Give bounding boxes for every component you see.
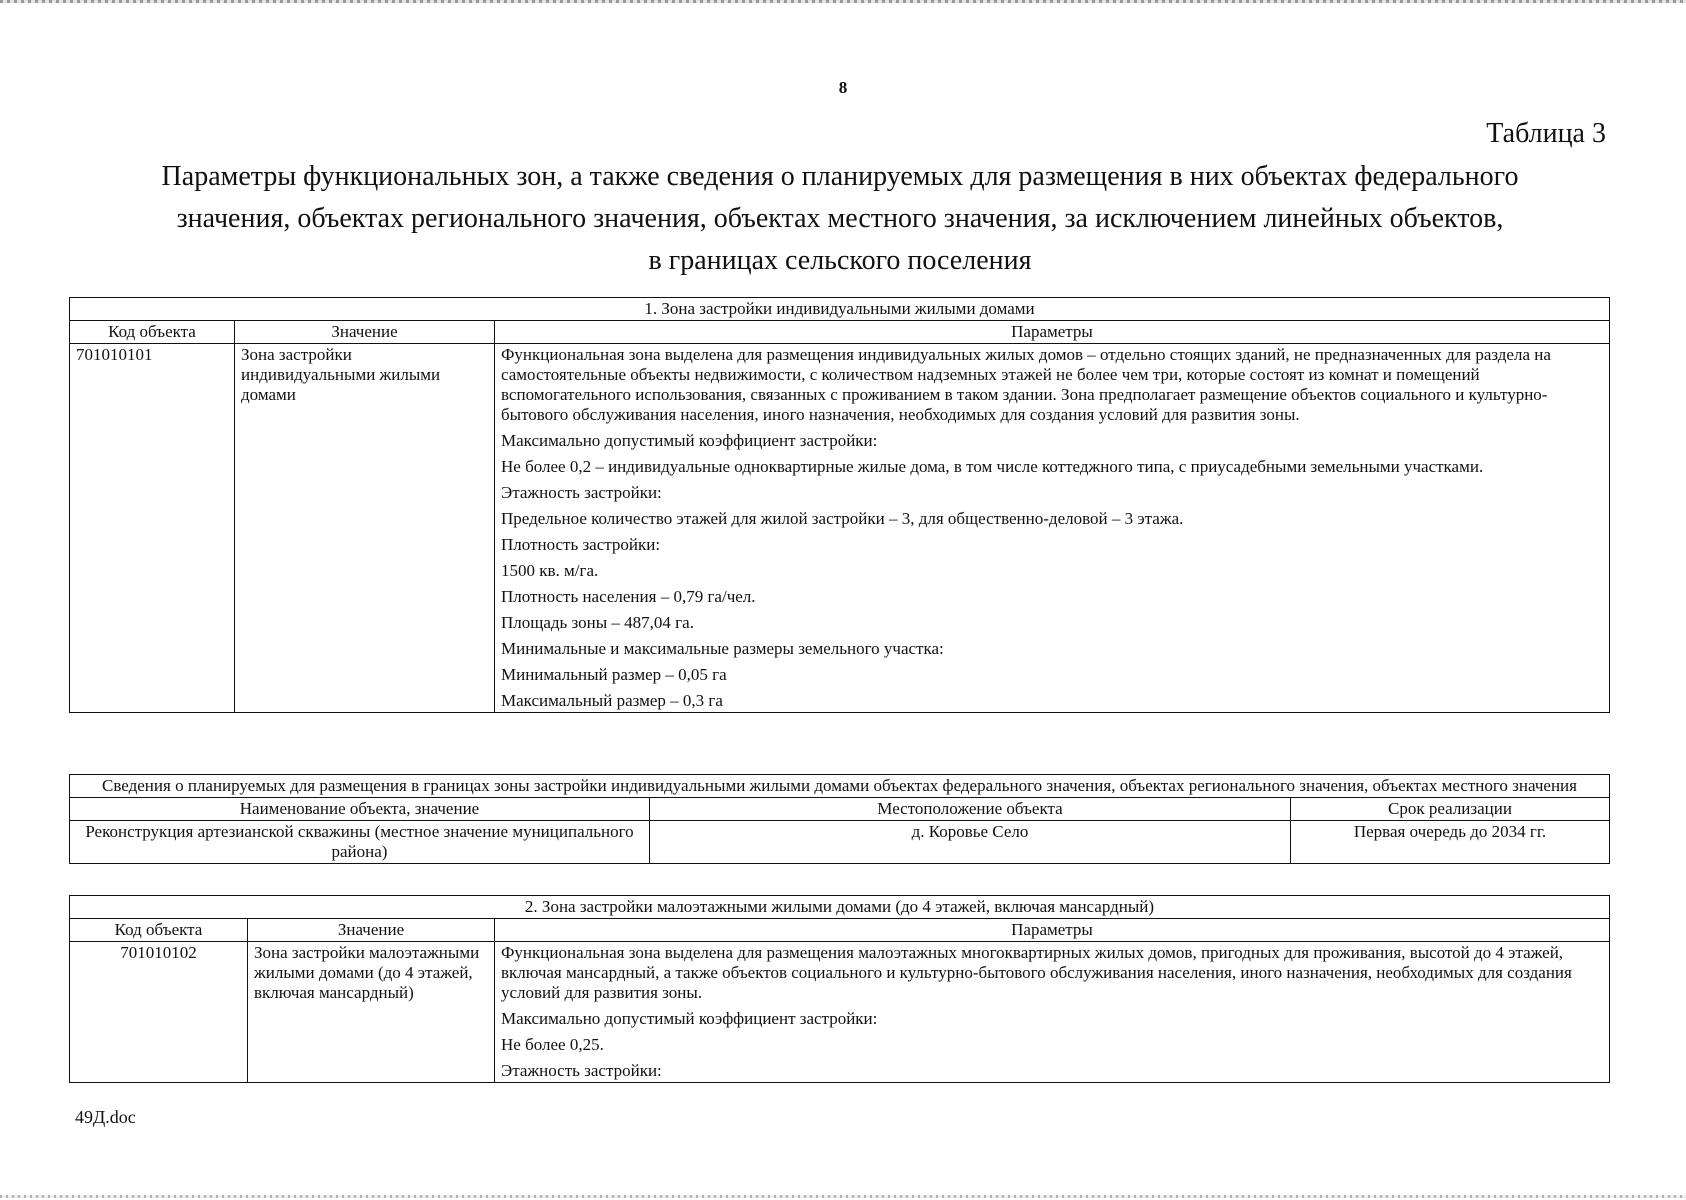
- param-line: Максимально допустимый коэффициент застройки:: [501, 431, 878, 450]
- objects-header: Сведения о планируемых для размещения в границах зоны застройки индивидуальными жилыми домами объектах федерального значения, объектах регионального значения, объектах местного значения: [70, 775, 1610, 798]
- param-line: Этажность застройки:: [501, 483, 662, 502]
- column-header-value: Значение: [248, 919, 495, 942]
- table-row: [70, 942, 1610, 1083]
- param-line: Предельное количество этажей для жилой застройки – 3, для общественно-деловой – 3 этажа.: [501, 509, 1184, 528]
- param-line: Максимальный размер – 0,3 га: [501, 691, 723, 710]
- param-line: Максимально допустимый коэффициент застройки:: [501, 1009, 878, 1028]
- param-line: Плотность населения – 0,79 га/чел.: [501, 587, 756, 606]
- column-header-code: Код объекта: [70, 321, 235, 344]
- page-number: 8: [838, 78, 848, 97]
- object-term: Первая очередь до 2034 гг.: [1291, 821, 1610, 864]
- zone-value: Зона застройки малоэтажными жилыми домами (до 4 этажей, включая мансардный): [248, 942, 495, 1083]
- param-line: Площадь зоны – 487,04 га.: [501, 613, 694, 632]
- param-line: Этажность застройки:: [501, 1061, 662, 1080]
- column-header-params: Параметры: [495, 919, 1610, 942]
- column-header-value: Значение: [235, 321, 495, 344]
- param-line: 1500 кв. м/га.: [501, 561, 599, 580]
- object-code: 701010102: [70, 942, 248, 1083]
- param-line: Функциональная зона выделена для размещения индивидуальных жилых домов – отдельно стоящих зданий, не предназначенных для раздела на самостоятельные объекты недвижимости, с количеством надземных этажей не более чем три, которые состоят из комнат и помещений вспомогательного использования, связанных с проживанием в таком здании. Зона предполагает размещение объектов социального и культурно-бытового обслуживания населения, иного назначения, необходимых для создания условий для развития зоны.: [501, 345, 1551, 424]
- column-header-location: Местоположение объекта: [650, 798, 1291, 821]
- title-line: Параметры функциональных зон, а также сведения о планируемых для размещения в них объектах федерального: [161, 161, 1519, 192]
- zone1-header: 1. Зона застройки индивидуальными жилыми домами: [70, 298, 1610, 321]
- param-line: Плотность застройки:: [501, 535, 661, 554]
- table-label: Таблица 3: [1486, 118, 1606, 149]
- column-header-name: Наименование объекта, значение: [70, 798, 650, 821]
- zone-params: [495, 942, 1610, 1083]
- document-title: [90, 156, 1590, 282]
- scan-edge-top: [0, 0, 1686, 3]
- table-row: [70, 344, 1610, 713]
- zone1-table: [69, 297, 1610, 713]
- object-name: Реконструкция артезианской скважины (местное значение муниципального района): [70, 821, 650, 864]
- zone2-table: [69, 895, 1610, 1083]
- object-location: д. Коровье Село: [650, 821, 1291, 864]
- title-line: значения, объектах регионального значения, объектах местного значения, за исключением линейных объектов,: [176, 203, 1504, 234]
- objects-table: [69, 774, 1610, 864]
- param-line: Не более 0,25.: [501, 1035, 604, 1054]
- title-line: в границах сельского поселения: [648, 245, 1032, 276]
- file-name: 49Д.doc: [75, 1107, 136, 1127]
- zone-params: [495, 344, 1610, 713]
- zone2-header: 2. Зона застройки малоэтажными жилыми домами (до 4 этажей, включая мансардный): [70, 896, 1610, 919]
- object-code: 701010101: [70, 344, 235, 713]
- param-line: Функциональная зона выделена для размещения малоэтажных многоквартирных жилых домов, пригодных для проживания, высотой до 4 этажей, включая мансардный, а также объектов социального и культурно-бытового обслуживания населения, иного назначения, необходимых для создания условий для развития зоны.: [501, 943, 1572, 1002]
- table-row: [70, 821, 1610, 864]
- column-header-params: Параметры: [495, 321, 1610, 344]
- param-line: Не более 0,2 – индивидуальные одноквартирные жилые дома, в том числе коттеджного типа, с приусадебными земельными участками.: [501, 457, 1484, 476]
- param-line: Минимальные и максимальные размеры земельного участка:: [501, 639, 944, 658]
- zone-value: Зона застройки индивидуальными жилыми домами: [235, 344, 495, 713]
- scan-edge-bottom: [0, 1195, 1686, 1198]
- column-header-term: Срок реализации: [1291, 798, 1610, 821]
- column-header-code: Код объекта: [70, 919, 248, 942]
- param-line: Минимальный размер – 0,05 га: [501, 665, 727, 684]
